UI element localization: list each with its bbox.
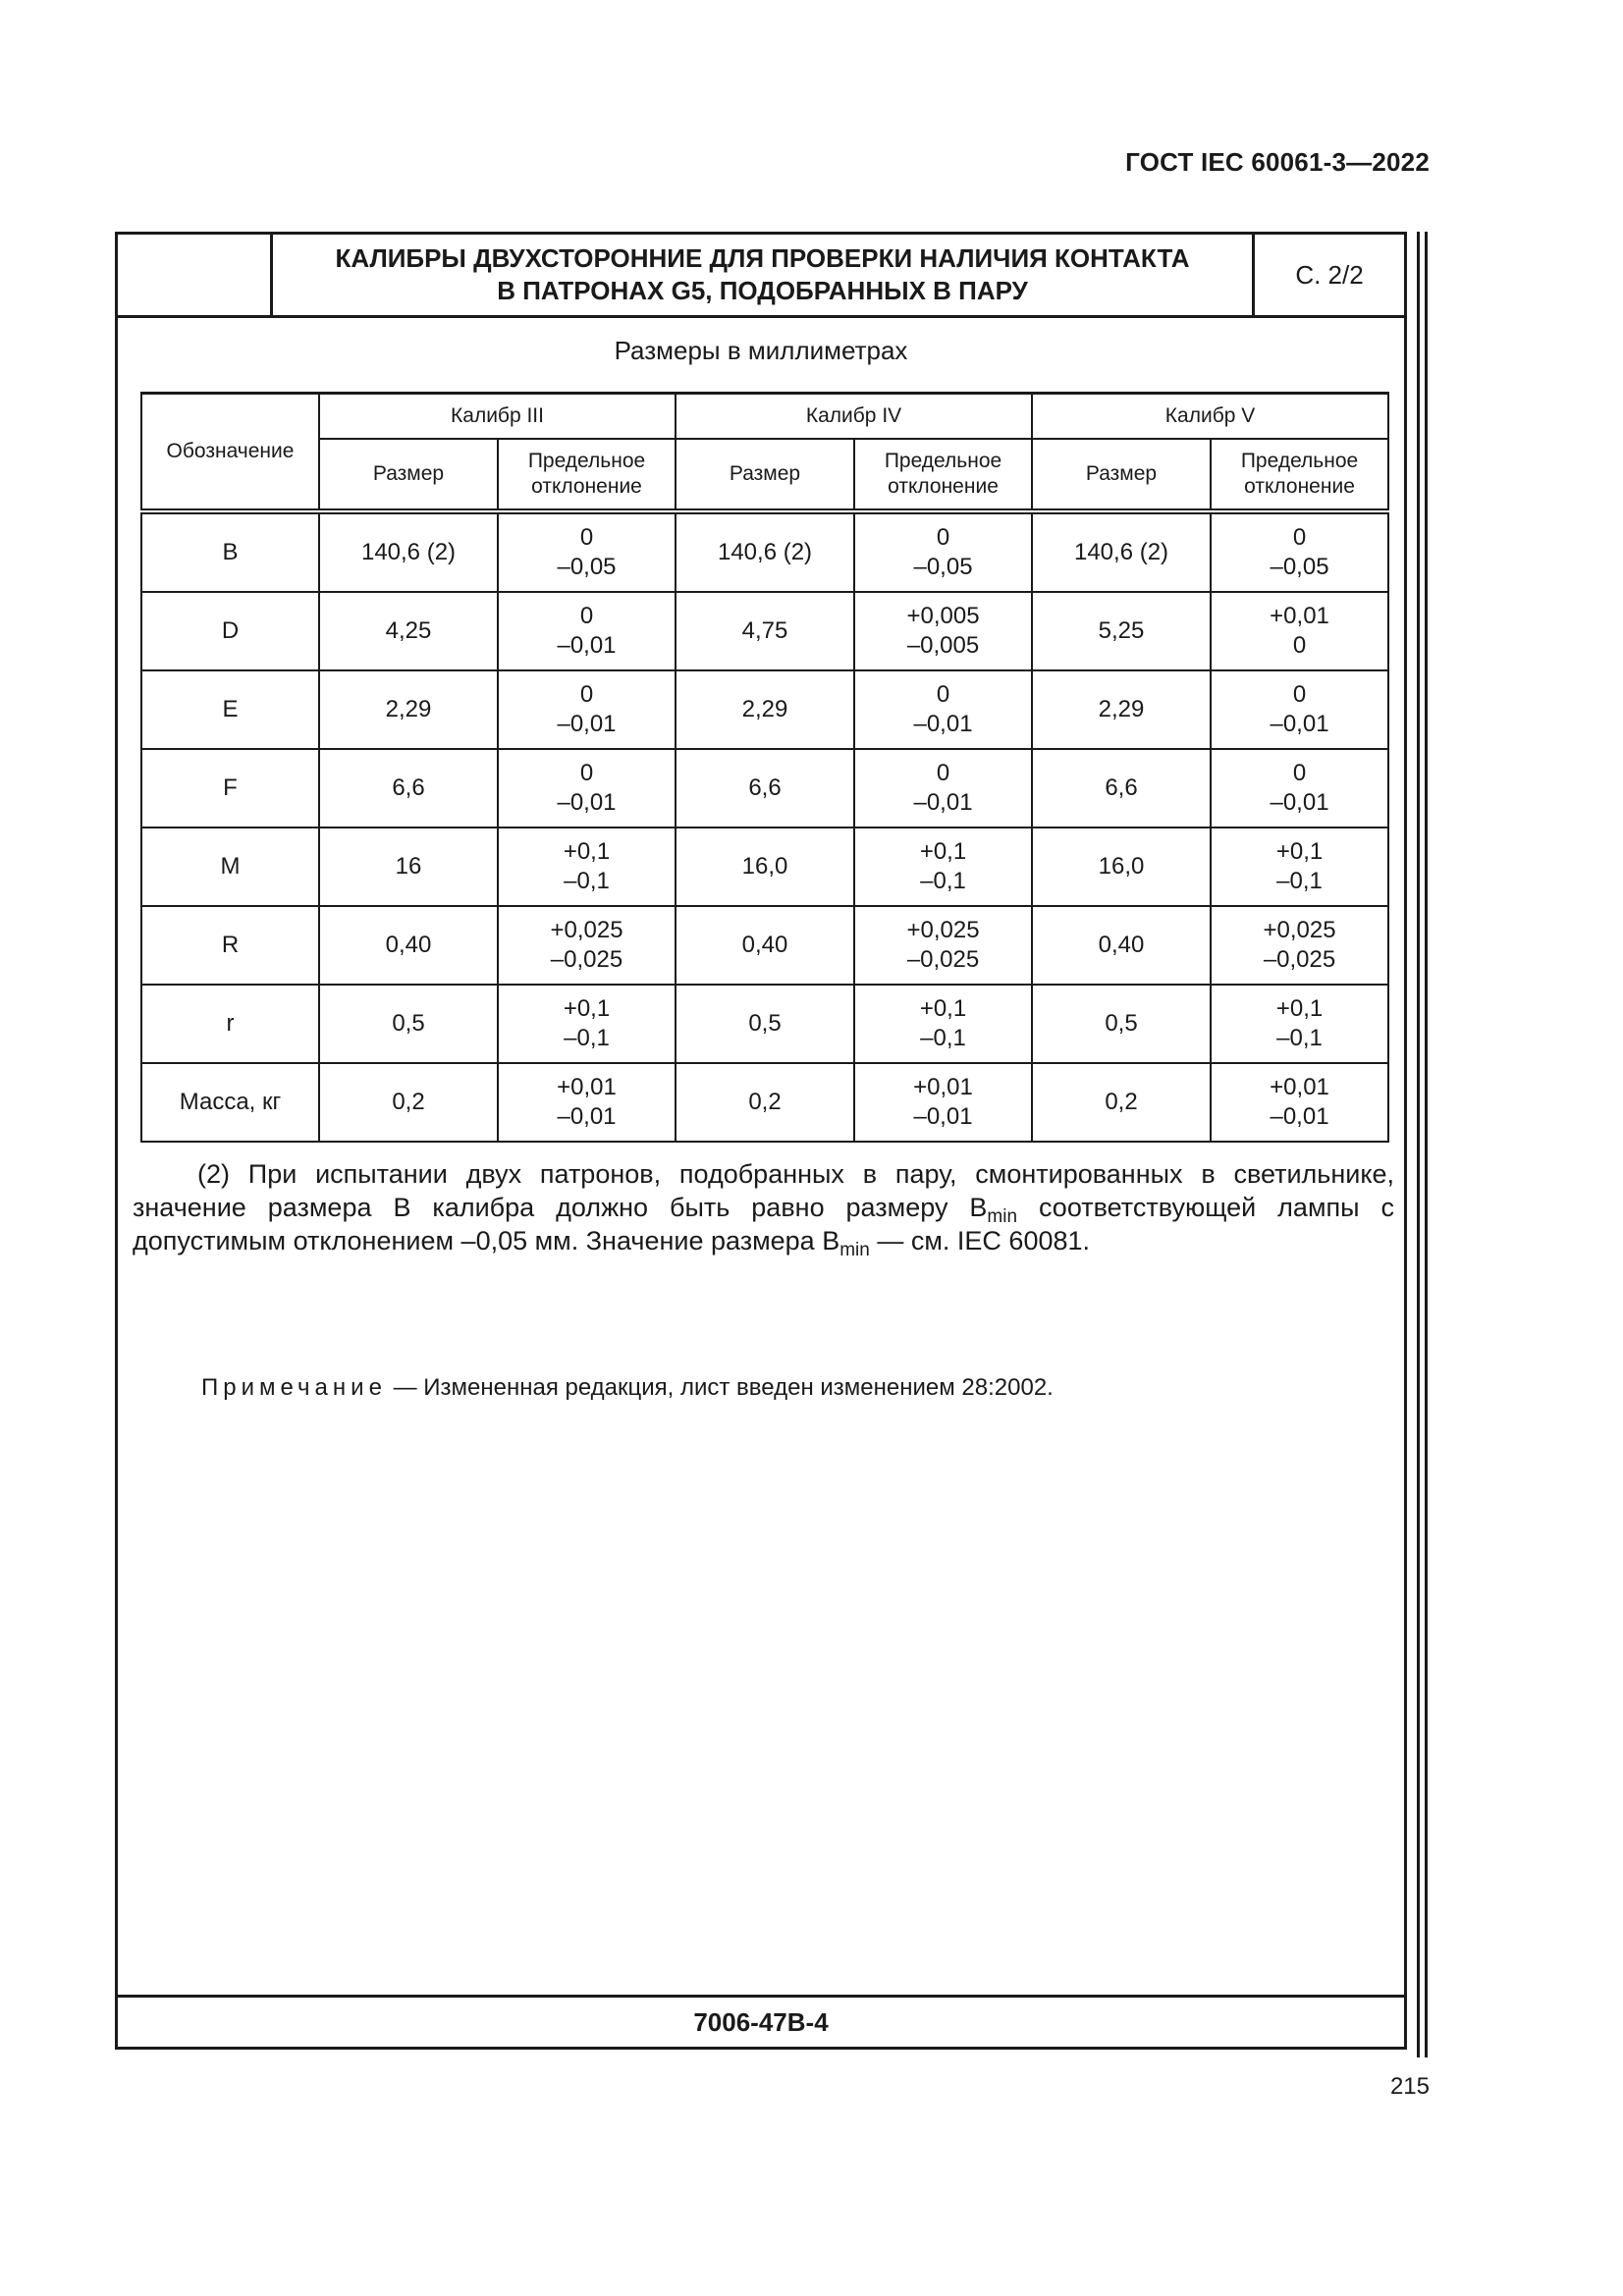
- deviation-cell: [854, 828, 1032, 906]
- size-cell: 4,75: [676, 592, 854, 670]
- margin-line: [1425, 232, 1428, 2057]
- lower-deviation: –0,025: [906, 946, 980, 973]
- size-cell: 16: [319, 828, 498, 906]
- size-cell: 2,29: [1032, 670, 1211, 749]
- remark-note: [201, 1374, 1054, 1402]
- lower-deviation: –0,1: [564, 868, 610, 894]
- size-cell: 140,6 (2): [319, 511, 498, 592]
- size-cell: 140,6 (2): [1032, 511, 1211, 592]
- designation-cell: R: [141, 906, 319, 985]
- remark-text: — Измененная редакция, лист введен изменением 28:2002.: [386, 1374, 1054, 1401]
- upper-deviation: 0: [1292, 524, 1307, 551]
- deviation-cell: [854, 592, 1032, 670]
- sheet-header: [118, 235, 1404, 318]
- designation-cell: E: [141, 670, 319, 749]
- table-row: [141, 592, 1388, 670]
- size-cell: 16,0: [1032, 828, 1211, 906]
- lower-deviation: –0,01: [1270, 1103, 1329, 1130]
- table-row: [141, 1063, 1388, 1142]
- deviation-cell: [1211, 511, 1388, 592]
- deviation-cell: [1211, 670, 1388, 749]
- upper-deviation: 0: [936, 760, 950, 786]
- lower-deviation: –0,1: [1276, 868, 1323, 894]
- size-cell: 6,6: [319, 749, 498, 828]
- upper-deviation: +0,01: [557, 1074, 617, 1100]
- deviation-cell: [1211, 906, 1388, 985]
- lower-deviation: –0,01: [557, 1103, 617, 1130]
- size-cell: 0,5: [1032, 985, 1211, 1063]
- size-header: Размер: [1032, 439, 1211, 511]
- upper-deviation: 0: [579, 760, 594, 786]
- lower-deviation: –0,01: [913, 1103, 973, 1130]
- lower-deviation: –0,01: [557, 632, 617, 659]
- upper-deviation: +0,01: [1270, 1074, 1329, 1100]
- lower-deviation: –0,025: [550, 946, 623, 973]
- lower-deviation: 0: [1292, 632, 1307, 659]
- table-row: [141, 985, 1388, 1063]
- deviation-cell: [854, 985, 1032, 1063]
- upper-deviation: 0: [579, 603, 594, 629]
- table-row: [141, 749, 1388, 828]
- table-row: [141, 906, 1388, 985]
- upper-deviation: +0,025: [906, 917, 980, 943]
- upper-deviation: +0,025: [550, 917, 623, 943]
- designation-header: Обозначение: [141, 394, 319, 512]
- gauge-header: Калибр IV: [676, 394, 1032, 440]
- upper-deviation: +0,01: [1270, 603, 1329, 629]
- upper-deviation: 0: [936, 524, 950, 551]
- lower-deviation: –0,01: [1270, 711, 1329, 737]
- gauge-header: Калибр V: [1032, 394, 1388, 440]
- size-cell: 0,2: [676, 1063, 854, 1142]
- size-cell: 6,6: [1032, 749, 1211, 828]
- designation-cell: Масса, кг: [141, 1063, 319, 1142]
- lower-deviation: –0,01: [913, 789, 973, 816]
- sheet-frame: [115, 232, 1407, 2050]
- upper-deviation: +0,1: [919, 995, 967, 1022]
- standard-number: ГОСТ IEC 60061-3—2022: [1125, 147, 1430, 177]
- lower-deviation: –0,005: [906, 632, 980, 659]
- deviation-cell: [1211, 1063, 1388, 1142]
- sheet-title: [273, 235, 1255, 315]
- footnote-2: (2) При испытании двух патронов, подобранных в пару, смонтированных в светильнике, значение размера В калибра должно быть равно размеру $В_{min}$ соответствующей лампы с допустимым отклонением –0,05 мм. Значение размера $В_{min}$ — см. IEC 60081.: [133, 1159, 1394, 1260]
- size-cell: 2,29: [676, 670, 854, 749]
- sheet-code: 7006-47B-4: [118, 1995, 1404, 2047]
- size-cell: 2,29: [319, 670, 498, 749]
- lower-deviation: –0,1: [1276, 1025, 1323, 1051]
- deviation-cell: [498, 828, 676, 906]
- margin-line: [1417, 232, 1420, 2057]
- deviation-cell: [498, 749, 676, 828]
- header-blank-cell: [118, 235, 273, 315]
- deviation-cell: [1211, 985, 1388, 1063]
- deviation-cell: [854, 1063, 1032, 1142]
- lower-deviation: –0,01: [557, 789, 617, 816]
- deviation-cell: [1211, 592, 1388, 670]
- upper-deviation: +0,1: [919, 838, 967, 865]
- size-cell: 140,6 (2): [676, 511, 854, 592]
- size-cell: 4,25: [319, 592, 498, 670]
- remark-label: Примечание: [201, 1374, 387, 1401]
- deviation-cell: [1211, 828, 1388, 906]
- page-number: 215: [1389, 2073, 1430, 2100]
- deviation-cell: [498, 511, 676, 592]
- deviation-cell: [854, 749, 1032, 828]
- deviation-cell: [1211, 749, 1388, 828]
- size-cell: 0,40: [1032, 906, 1211, 985]
- upper-deviation: +0,1: [563, 995, 611, 1022]
- table-row: [141, 828, 1388, 906]
- size-cell: 0,2: [319, 1063, 498, 1142]
- designation-cell: F: [141, 749, 319, 828]
- lower-deviation: –0,01: [557, 711, 617, 737]
- lower-deviation: –0,05: [557, 554, 617, 580]
- deviation-header: Предельное отклонение: [498, 439, 676, 511]
- upper-deviation: +0,01: [913, 1074, 973, 1100]
- upper-deviation: 0: [579, 681, 594, 708]
- lower-deviation: –0,05: [913, 554, 973, 580]
- sheet-title-line-1: КАЛИБРЫ ДВУХСТОРОННИЕ ДЛЯ ПРОВЕРКИ НАЛИЧИЯ КОНТАКТА: [335, 243, 1190, 273]
- designation-cell: r: [141, 985, 319, 1063]
- lower-deviation: –0,1: [920, 1025, 966, 1051]
- size-header: Размер: [319, 439, 498, 511]
- upper-deviation: +0,025: [1263, 917, 1336, 943]
- size-cell: 5,25: [1032, 592, 1211, 670]
- deviation-cell: [854, 511, 1032, 592]
- size-cell: 16,0: [676, 828, 854, 906]
- units-caption: Размеры в миллиметрах: [614, 336, 908, 365]
- upper-deviation: 0: [1292, 760, 1307, 786]
- designation-cell: D: [141, 592, 319, 670]
- deviation-cell: [854, 670, 1032, 749]
- upper-deviation: +0,1: [563, 838, 611, 865]
- lower-deviation: –0,01: [1270, 789, 1329, 816]
- designation-cell: B: [141, 511, 319, 592]
- table-row: [141, 670, 1388, 749]
- upper-deviation: 0: [936, 681, 950, 708]
- lower-deviation: –0,1: [564, 1025, 610, 1051]
- deviation-cell: [498, 592, 676, 670]
- deviation-header: Предельное отклонение: [854, 439, 1032, 511]
- size-cell: 0,5: [319, 985, 498, 1063]
- designation-cell: M: [141, 828, 319, 906]
- upper-deviation: +0,005: [906, 603, 980, 629]
- size-cell: 0,5: [676, 985, 854, 1063]
- lower-deviation: –0,01: [913, 711, 973, 737]
- upper-deviation: 0: [579, 524, 594, 551]
- deviation-header: Предельное отклонение: [1211, 439, 1388, 511]
- dimensions-table-body: [141, 511, 1388, 1142]
- table-row: [141, 511, 1388, 592]
- size-cell: 0,40: [319, 906, 498, 985]
- deviation-cell: [498, 1063, 676, 1142]
- deviation-cell: [854, 906, 1032, 985]
- upper-deviation: 0: [1292, 681, 1307, 708]
- deviation-cell: [498, 985, 676, 1063]
- size-cell: 6,6: [676, 749, 854, 828]
- lower-deviation: –0,1: [920, 868, 966, 894]
- deviation-cell: [498, 906, 676, 985]
- lower-deviation: –0,025: [1263, 946, 1336, 973]
- gauge-header: Калибр III: [319, 394, 676, 440]
- size-header: Размер: [676, 439, 854, 511]
- sheet-title-line-2: В ПАТРОНАХ G5, ПОДОБРАННЫХ В ПАРУ: [497, 276, 1028, 305]
- size-cell: 0,40: [676, 906, 854, 985]
- upper-deviation: +0,1: [1275, 995, 1324, 1022]
- deviation-cell: [498, 670, 676, 749]
- size-cell: 0,2: [1032, 1063, 1211, 1142]
- sheet-counter: С. 2/2: [1295, 259, 1364, 290]
- dimensions-table: [140, 392, 1389, 1143]
- lower-deviation: –0,05: [1270, 554, 1329, 580]
- upper-deviation: +0,1: [1275, 838, 1324, 865]
